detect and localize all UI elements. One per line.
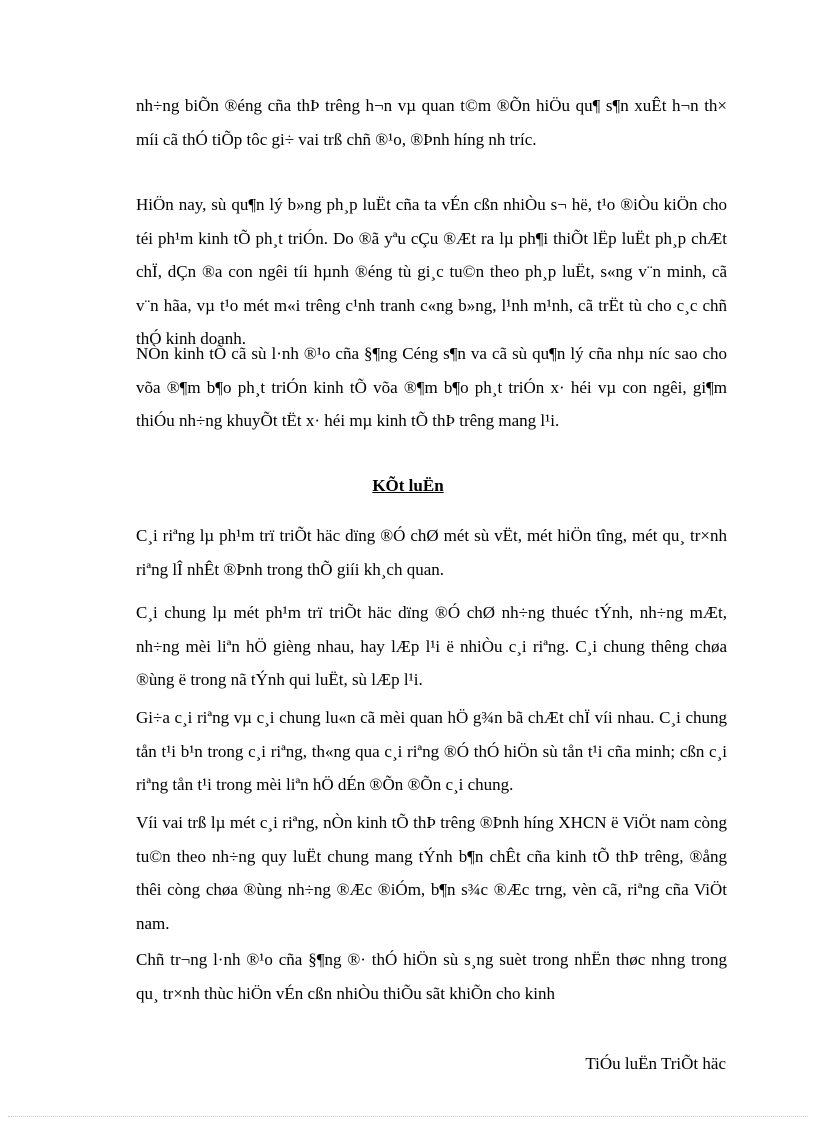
section-heading: KÕt luËn [372,476,444,495]
paragraph-8: Chñ tr¬ng l·nh ®¹o cña §¶ng ®· thÓ hiÖn sù s¸ng suèt trong nhËn thøc nhng trong qu¸ tr×nh thùc hiÖn vÉn cßn nhiÒu thiÕu sãt khiÕn cho kinh [136,950,727,1003]
paragraph-7: Víi vai trß lµ mét c¸i riªng, nÒn kinh tÕ thÞ trêng ®Þnh híng XHCN ë ViÖt nam còng tu©n theo nh÷ng quy luËt chung mang tÝnh b¶n chÊt cña kinh tÕ thÞ trêng, ®ång thêi còng chøa ®ùng nh÷ng ®Æc ®iÓm, b¶n s¾c ®Æc trng, vèn cã, riªng cña ViÖt nam. [136,813,727,933]
page-footer: TiÓu luËn TriÕt häc [585,1054,726,1073]
page-bottom-rule [8,1116,808,1117]
paragraph-2: HiÖn nay, sù qu¶n lý b»ng ph¸p luËt cña ta vÉn cßn nhiÒu s¬ hë, t¹o ®iÒu kiÖn cho téi ph¹m kinh tÕ ph¸t triÓn. Do ®ã yªu cÇu ®Æt ra lµ ph¶i thiÕt lËp luËt ph¸p chÆt chÏ, dÇn ®a con ngêi tíi hµnh ®éng tù gi¸c tu©n theo ph¸p luËt, s«ng v¨n minh, cã v¨n hãa, vµ t¹o mét m«i trêng c¹nh tranh c«ng b»ng, l¹nh m¹nh, cã trËt tù cho c¸c chñ thÓ kinh doanh. [136,195,727,348]
paragraph-6: Gi÷a c¸i riªng vµ c¸i chung lu«n cã mèi quan hÖ g¾n bã chÆt chÏ víi nhau. C¸i chung tån t¹i b¹n trong c¸i riªng, th«ng qua c¸i riªng ®Ó thÓ hiÖn sù tån t¹i cña minh; cßn c¸i riªng tån t¹i trong mèi liªn hÖ dÉn ®Õn ®Õn c¸i chung. [136,708,727,794]
paragraph-5: C¸i chung lµ mét ph¹m trï triÕt häc dïng ®Ó chØ nh÷ng thuéc tÝnh, nh÷ng mÆt, nh÷ng mèi liªn hÖ gièng nhau, hay lÆp l¹i ë nhiÒu c¸i riªng. C¸i chung thêng chøa ®ùng ë trong nã tÝnh qui luËt, sù lÆp l¹i. [136,603,727,689]
paragraph-1: nh÷ng biÕn ®éng cña thÞ trêng h¬n vµ quan t©m ®Õn hiÖu qu¶ s¶n xuÊt h¬n th× míi cã thÓ tiÕp tôc gi÷ vai trß chñ ®¹o, ®Þnh híng nh tríc. [136,96,727,149]
paragraph-4: C¸i riªng lµ ph¹m trï triÕt häc dïng ®Ó chØ mét sù vËt, mét hiÖn tîng, mét qu¸ tr×nh riªng lÎ nhÊt ®Þnh trong thÕ giíi kh¸ch quan. [136,526,727,579]
paragraph-3: NÒn kinh tÕ cã sù l·nh ®¹o cña §¶ng Céng s¶n va cã sù qu¶n lý cña nhµ níc sao cho võa ®¶m b¶o ph¸t triÓn kinh tÕ võa ®¶m b¶o ph¸t triÓn x· héi vµ con ngêi, gi¶m thiÓu nh÷ng khuyÕt tËt x· héi mµ kinh tÕ thÞ trêng mang l¹i. [136,344,727,430]
